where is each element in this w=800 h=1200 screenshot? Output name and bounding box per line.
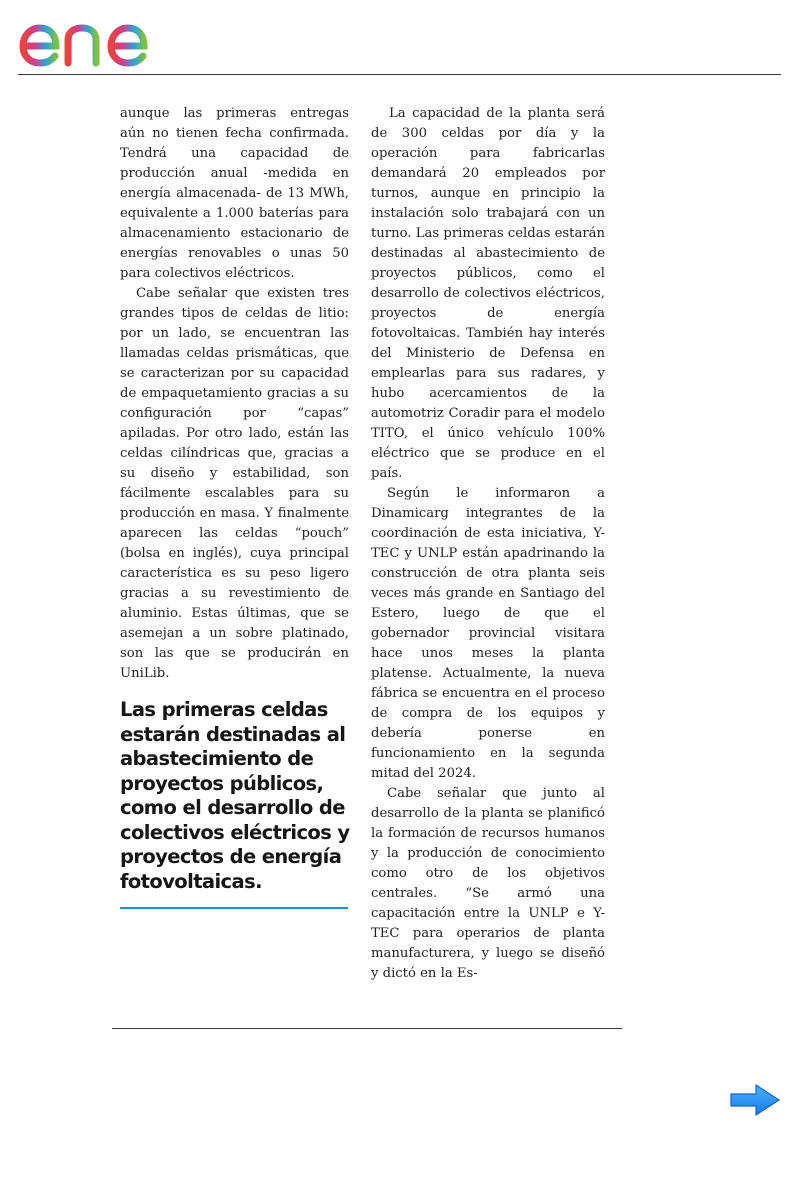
- arrow-right-icon: [728, 1082, 782, 1118]
- next-page-button[interactable]: [728, 1082, 782, 1118]
- enel-logo-mark: [16, 4, 186, 68]
- paragraph: Cabe señalar que existen tres grandes tipos de celdas de litio: por un lado, se encuentran las llamadas celdas prismáticas, que se caracterizan por su capacidad de empaquetamiento gracias a su configuración por “capas” apiladas. Por otro lado, están las celdas cilíndricas que, gracias a su diseño y estabilidad, son fácilmente escalables para su producción en masa. Y finalmente aparecen las celdas “pouch” (bolsa en inglés), cuya principal característica es su peso ligero gracias a su revestimiento de aluminio. Estas últimas, que se asemejan a un sobre platinado, son las que se producirán en UniLib.: [120, 286, 349, 681]
- enel-logo: [16, 4, 186, 68]
- pull-quote-underline: [120, 907, 348, 909]
- footer-divider: [112, 1028, 622, 1029]
- paragraph: Cabe señalar que junto al desarrollo de la planta se planificó la formación de recursos humanos y la producción de conocimiento como otro de los objetivos centrales. “Se armó una capacitación entre la UNLP e Y-TEC para operarios de planta manufacturera, y luego se diseñó y dictó en la Es-: [371, 786, 605, 981]
- article-column-right: [371, 104, 605, 984]
- header-divider: [18, 74, 781, 75]
- pull-quote: Las primeras celdas estarán destinadas al abastecimiento de proyectos públicos, como el desarrollo de colectivos eléctricos y proyectos de energía fotovoltaicas.: [120, 698, 350, 893]
- article-column-left: [120, 104, 349, 684]
- paragraph: Según le informaron a Dinamicarg integrantes de la coordinación de esta iniciativa, Y-TEC y UNLP están apadrinando la construcción de otra planta seis veces más grande en Santiago del Estero, luego de que el gobernador provincial visitara hace unos meses la planta platense. Actualmente, la nueva fábrica se encuentra en el proceso de compra de los equipos y debería ponerse en funcionamiento en la segunda mitad del 2024.: [371, 486, 605, 781]
- paragraph: aunque las primeras entregas aún no tienen fecha confirmada. Tendrá una capacidad de producción anual -medida en energía almacenada- de 13 MWh, equivalente a 1.000 baterías para almacenamiento estacionario de energías renovables o unas 50 para colectivos eléctricos.: [120, 106, 349, 281]
- paragraph: La capacidad de la planta será de 300 celdas por día y la operación para fabricarlas demandará 20 empleados por turnos, aunque en principio la instalación solo trabajará con un turno. Las primeras celdas estarán destinadas al abastecimiento de proyectos públicos, como el desarrollo de colectivos eléctricos, proyectos de energía fotovoltaicas. También hay interés del Ministerio de Defensa en emplearlas para sus radares, y hubo acercamientos de la automotriz Coradir para el modelo TITO, el único vehículo 100% eléctrico que se produce en el país.: [371, 106, 605, 481]
